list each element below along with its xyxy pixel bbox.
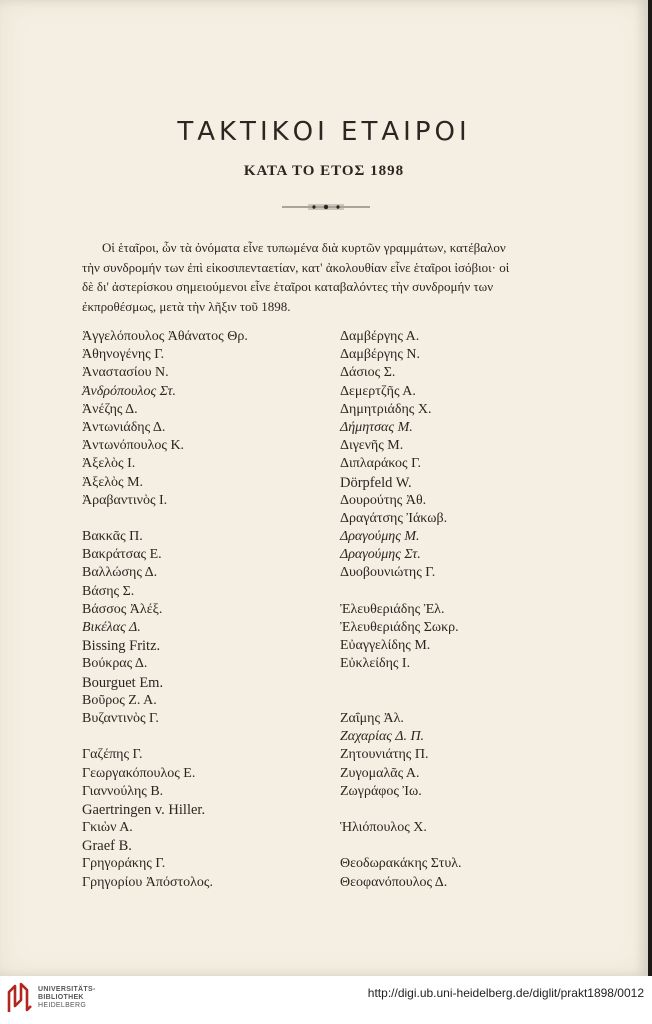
page-subtitle: ΚΑΤΑ ΤΟ ΕΤΟΣ 1898 [243,163,405,179]
member-entry: Ἀνδρόπουλος Στ. [82,383,177,399]
member-entry: Ἀνέζης Δ. [82,401,138,417]
member-entry: Ἀθηνογένης Γ. [82,347,165,363]
member-entry: Γιαννούλης Β. [82,783,164,799]
member-entry: Δαμβέργης Ν. [340,347,420,363]
viewer-footer [0,976,652,1024]
member-entry: Gaertringen v. Hiller. [82,801,206,818]
member-entry: Γεωργακόπουλος Ε. [82,765,196,781]
member-entry: Βακράτσας Ε. [82,547,162,563]
member-entry: Βυζαντινὸς Γ. [82,710,159,726]
member-entry: Γκιὼν Α. [82,820,133,836]
member-entry: Ἐλευθεριάδης Σωκρ. [340,620,459,635]
member-entry [340,837,580,855]
member-entry: Ἀντωνόπουλος Κ. [82,438,185,454]
member-entry [340,801,580,819]
member-entry: Δραγάτσης Ἰάκωβ. [340,510,448,526]
university-library-logo-icon [7,982,33,1014]
member-entry: Δεμερτζῆς Α. [340,383,416,399]
member-entry: Γρηγορίου Ἀπόστολος. [82,874,213,890]
member-entry: Διγενῆς Μ. [340,438,404,454]
member-entry: Εὐκλείδης Ι. [340,656,411,672]
member-entry: Θεοδωρακάκης Στυλ. [340,856,462,872]
intro-line: ἐκπροθέσμως, μετὰ τὴν λῆξιν τοῦ 1898. [82,298,291,314]
members-column-right [340,328,580,892]
member-entry: Ἡλιόπουλος Χ. [340,820,427,836]
member-entry: Ἀραβαντινὸς Ι. [82,492,168,508]
member-entry: Εὐαγγελίδης Μ. [340,638,431,654]
member-entry: Γαζέπης Γ. [82,747,143,763]
member-entry: Ζυγομαλᾶς Α. [340,765,420,781]
member-entry: Bourguet Em. [82,674,164,691]
member-entry: Ἀντωνιάδης Δ. [82,419,166,435]
member-entry: Γρηγοράκης Γ. [82,856,166,872]
member-entry: Δαμβέργης Α. [340,329,420,344]
library-name-line: BIBLIOTHEK [38,994,84,1001]
member-entry: Βακκᾶς Π. [82,529,143,545]
member-entry [340,674,580,692]
member-entry: Βαλλώσης Δ. [82,565,158,581]
ornament-divider-icon [282,203,370,211]
member-entry: Ἐλευθεριάδης Ἐλ. [340,601,445,617]
member-entry: Ἀξελὸς Ι. [82,456,136,472]
member-entry: Δάσιος Σ. [340,365,396,381]
intro-line: Οἱ ἑταῖροι, ὧν τὰ ὀνόματα εἶνε τυπωμένα διὰ κυρτῶν γραμμάτων, κατέβαλον [102,240,506,255]
library-name-line: UNIVERSITÄTS- [38,986,96,993]
member-entry [82,510,322,528]
intro-line: τὴν συνδρομήν των ἐπὶ εἰκοσιπενταετίαν, κατ' ἀκολουθίαν εἶνε ἑταῖροι ἰσόβιοι· οἱ [82,259,510,275]
member-entry: Βούκρας Δ. [82,656,148,672]
member-entry [340,692,580,710]
member-entry: Δουρούτης Ἀθ. [340,492,427,508]
members-column-left [82,328,322,892]
intro-line: δὲ δι' ἀστερίσκου σημειούμενοι εἶνε ἑταῖροι καταβαλόντες τὴν συνδρομήν των [82,279,494,294]
member-entry: Dörpfeld W. [340,474,412,491]
member-entry: Δυοβουνιώτης Γ. [340,565,436,581]
member-entry: Bissing Fritz. [82,638,161,655]
member-entry: Βικέλας Δ. [82,620,141,635]
member-entry [82,728,322,746]
member-entry: Βοῦρος Ζ. Α. [82,692,157,708]
member-entry: Δραγούμης Μ. [340,529,420,545]
member-entry: Ζαχαρίας Δ. Π. [340,729,425,745]
member-entry: Δραγούμης Στ. [340,547,421,563]
member-entry: Δημητριάδης Χ. [340,401,432,417]
member-entry: Ἀγγελόπουλος Ἀθάνατος Θρ. [82,329,248,344]
member-entry: Βάσσος Ἀλέξ. [82,601,163,617]
library-name [38,986,96,1010]
page-title: ΤΑΚΤΙΚΟΙ ΕΤΑΙΡΟΙ [177,117,471,147]
member-entry: Ζαΐμης Ἀλ. [340,710,404,726]
member-entry [340,583,580,601]
member-entry: Θεοφανόπουλος Δ. [340,874,448,890]
member-entry: Διπλαράκος Γ. [340,456,421,472]
intro-paragraph [82,238,568,316]
library-name-line: HEIDELBERG [38,1002,87,1009]
member-entry: Ἀναστασίου Ν. [82,365,169,381]
member-entry: Ἀξελὸς Μ. [82,474,144,490]
member-entry: Ζωγράφος Ἰω. [340,783,422,799]
member-entry: Βάσης Σ. [82,583,135,599]
permalink-url[interactable]: http://digi.ub.uni-heidelberg.de/diglit/prakt1898/0012 [367,986,644,1000]
member-entry: Graef B. [82,838,132,855]
member-entry: Ζητουνιάτης Π. [340,747,429,763]
member-entry: Δήμητσας Μ. [340,419,413,435]
